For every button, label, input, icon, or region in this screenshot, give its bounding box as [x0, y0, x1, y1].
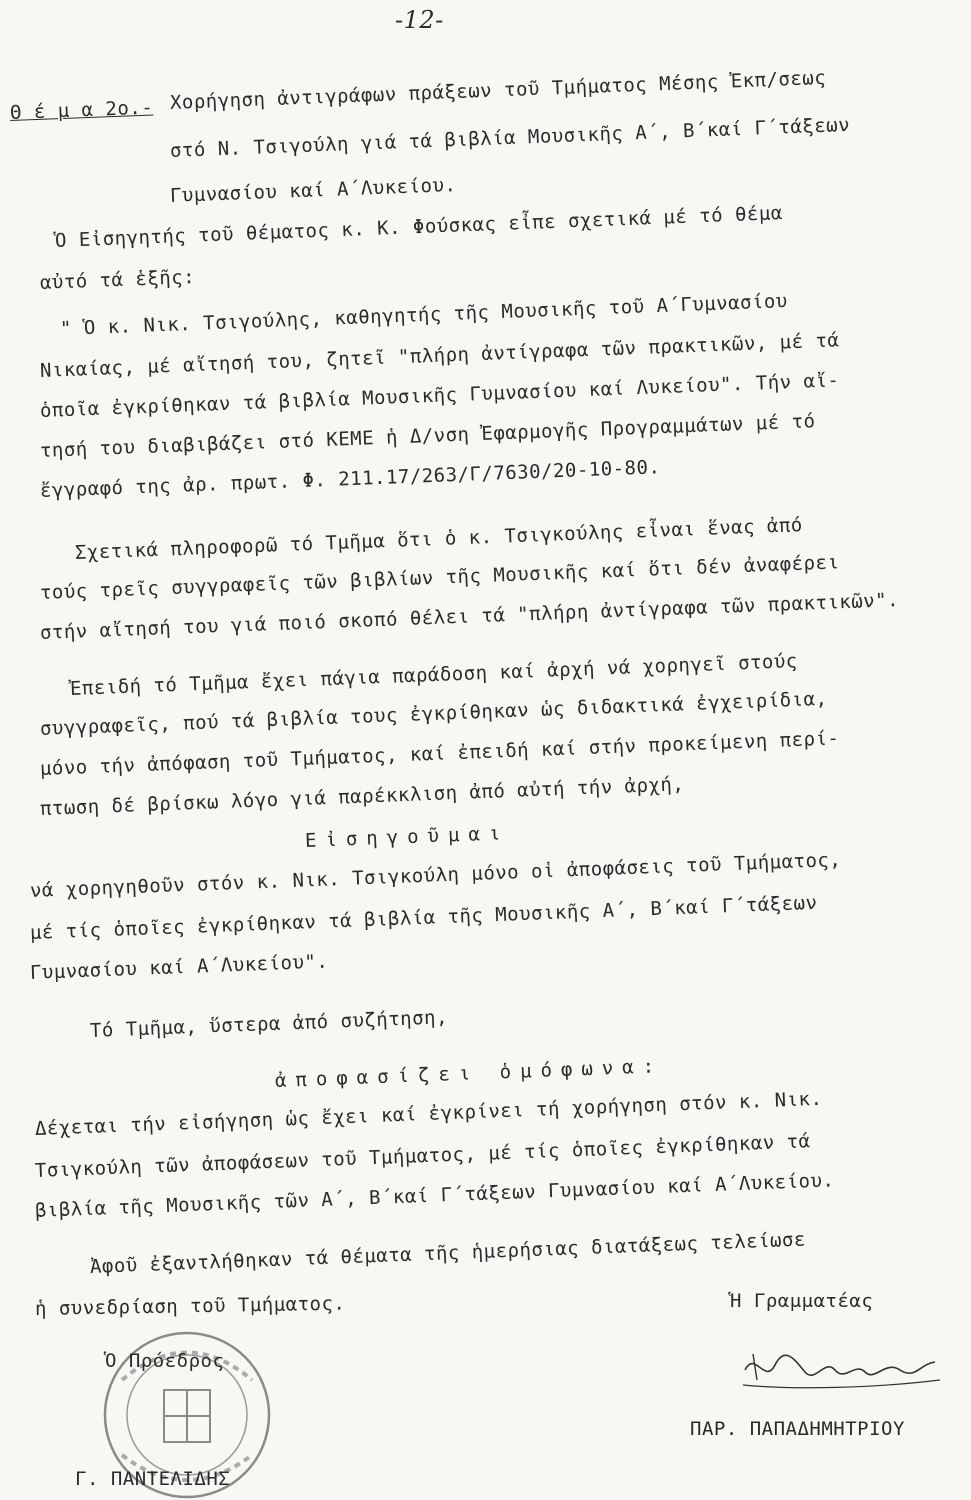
theme-title-line-1: Χορήγηση ἀντιγράφων πράξεων τοῦ Τμήματος Μέσης Ἐκπ/σεως	[169, 66, 827, 114]
para3-line-2: συγγραφεῖς, πού τά βιβλία τους ἐγκρίθηκαν ὡς διδακτικά ἐγχειρίδια,	[39, 687, 828, 740]
page-number: -12-	[395, 6, 444, 34]
proposal-heading: Εἰσηγοῦμαι	[304, 822, 510, 852]
proposal-line-3: Γυμνασίου καί Α΄Λυκείου".	[29, 950, 329, 984]
secretary-signature	[735, 1340, 945, 1400]
para2-line-3: στήν αἴτησή του γιά ποιό σκοπό θέλει τά "πλήρη ἀντίγραφα τῶν πρακτικῶν".	[39, 589, 900, 644]
quote-line-5: ἔγγραφό της ἀρ. πρωτ. Φ. 211.17/263/Γ/7630/20-10-80.	[39, 456, 661, 502]
intro-line-2: αὐτό τά ἑξῆς:	[39, 266, 196, 294]
decision-line-2: Τσιγκούλη τῶν ἀποφάσεων τοῦ Τμήματος, μέ τίς ὁποῖες ἐγκρίθηκαν τά	[34, 1130, 811, 1182]
theme-title-line-2: στό Ν. Τσιγούλη γιά τά βιβλία Μουσικῆς Α΄, Β΄καί Γ΄τάξεων	[169, 113, 851, 162]
para2-line-2: τούς τρεῖς συγγραφεῖς τῶν βιβλίων τῆς Μουσικῆς καί ὅτι δέν ἀναφέρει	[39, 551, 840, 604]
secretary-name: ΠΑΡ. ΠΑΠΑΔΗΜΗΤΡΙΟΥ	[690, 1418, 905, 1440]
para3-line-3: μόνο τήν ἀπόφαση τοῦ Τμήματος, καί ἐπειδή καί στήν προκείμενη περί-	[39, 727, 840, 780]
decision-line-1: Δέχεται τήν εἰσήγηση ὡς ἔχει καί ἐγκρίνει τή χορήγηση στόν κ. Νικ.	[34, 1087, 823, 1140]
closing-line-1: Ἀφοῦ ἐξαντλήθηκαν τά θέματα τῆς ἡμερήσιας διατάξεως τελείωσε	[89, 1228, 807, 1278]
quote-line-2: Νικαίας, μέ αἴτησή του, ζητεῖ "πλήρη ἀντίγραφα τῶν πρακτικῶν, μέ τά	[39, 329, 840, 382]
quote-line-4: τησή του διαβιβάζει στό ΚΕΜΕ ἡ Δ/νση Ἐφαρμογῆς Προγραμμάτων μέ τό	[39, 410, 816, 462]
president-name: Γ. ΠΑΝΤΕΛΙΔΗΣ	[75, 1468, 231, 1490]
proposal-line-2: μέ τίς ὁποῖες ἐγκρίθηκαν τά βιβλία τῆς Μουσικῆς Α΄, Β΄καί Γ΄τάξεων	[29, 891, 818, 944]
department-statement: Τό Τμῆμα, ὕστερα ἀπό συζήτηση,	[89, 1006, 449, 1042]
proposal-line-1: νά χορηγηθοῦν στόν κ. Νικ. Τσιγκούλη μόνο οἱ ἀποφάσεις τοῦ Τμήματος,	[29, 848, 842, 902]
decision-line-3: βιβλία τῆς Μουσικῆς τῶν Α΄, Β΄καί Γ΄τάξεων Γυμνασίου καί Α΄Λυκείου.	[34, 1169, 835, 1222]
theme-label: Θ έ μ α 2ο.-	[9, 96, 154, 124]
quote-line-3: ὁποῖα ἐγκρίθηκαν τά βιβλία Μουσικῆς Γυμνασίου καί Λυκείου". Τήν αἴ-	[39, 369, 840, 422]
theme-title-line-3: Γυμνασίου καί Α΄Λυκείου.	[169, 174, 457, 207]
secretary-title: Ἡ Γραμματέας	[730, 1290, 874, 1312]
quote-line-1: " Ὁ κ. Νικ. Τσιγούλης, καθηγητής τῆς Μουσικῆς τοῦ Α΄Γυμνασίου	[59, 290, 789, 340]
para3-line-1: Ἐπειδή τό Τμῆμα ἔχει πάγια παράδοση καί ἀρχή νά χορηγεῖ στούς	[69, 650, 799, 700]
intro-line-1: Ὁ Εἰσηγητής τοῦ θέματος κ. Κ. Φούσκας εἶπε σχετικά μέ τό θέμα	[54, 202, 784, 252]
decision-heading: ἀποφασίζει ὁμόφωνα:	[274, 1055, 664, 1092]
para2-line-1: Σχετικά πληροφορῶ τό Τμῆμα ὅτι ὁ κ. Τσιγκούλης εἶναι ἕνας ἀπό	[74, 514, 804, 564]
president-title: Ὁ Πρόεδρος	[105, 1350, 225, 1372]
para3-line-4: πτωση δέ βρίσκω λόγο γιά παρέκκλιση ἀπό αὐτή τήν ἀρχή,	[39, 773, 685, 820]
closing-line-2: ἡ συνεδρίαση τοῦ Τμήματος.	[34, 1292, 346, 1320]
